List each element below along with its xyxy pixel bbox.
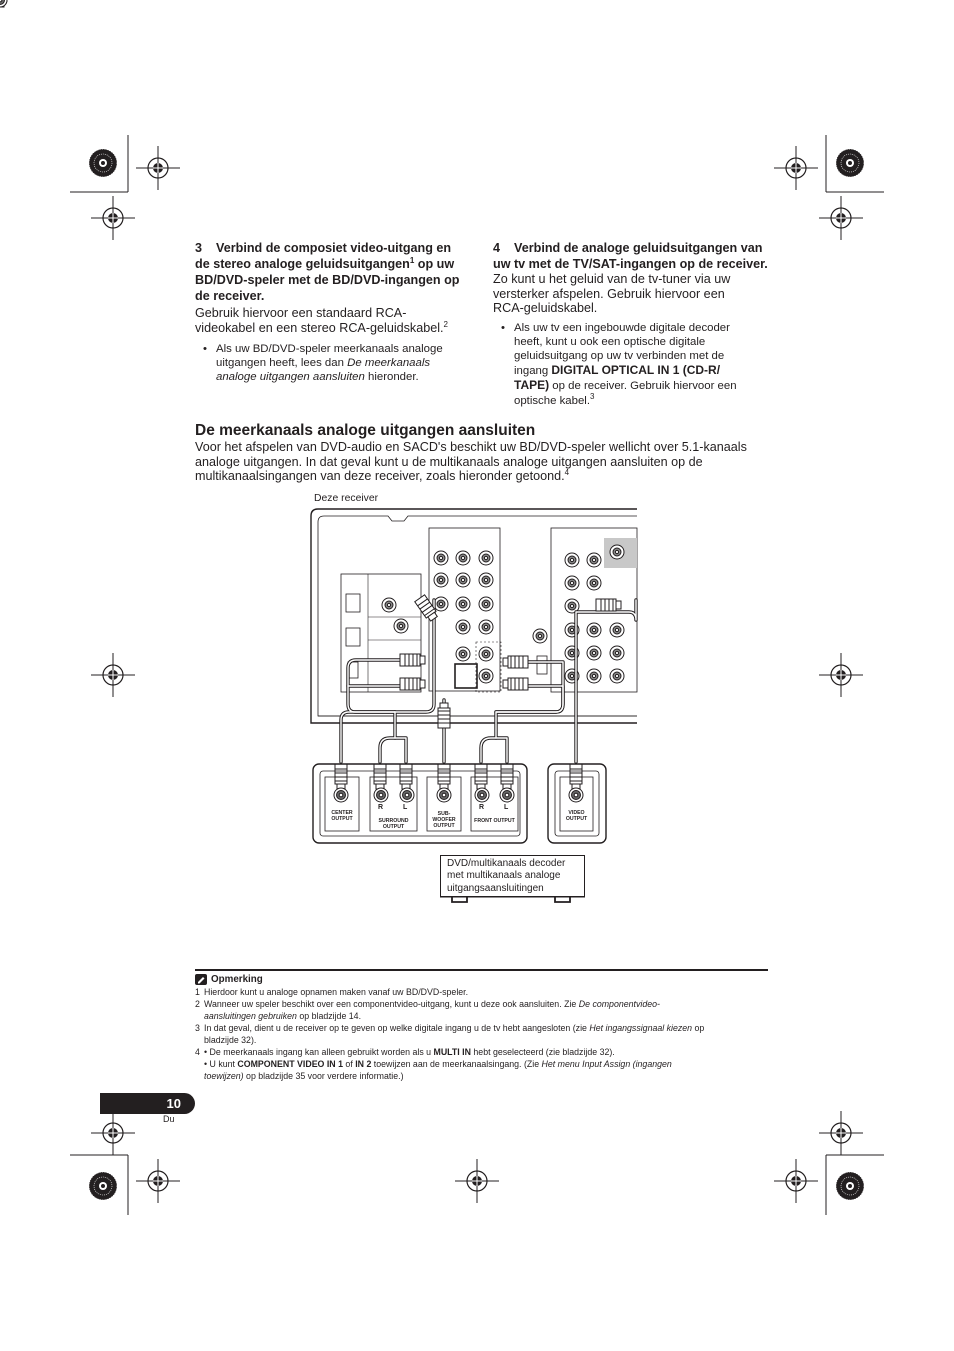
note-title: Opmerking xyxy=(211,973,263,985)
surround-l-label: L xyxy=(403,804,408,811)
decoder-jacks xyxy=(0,0,583,802)
surround-output-label: SURROUND OUTPUT xyxy=(378,818,409,830)
front-output-label: FRONT OUTPUT xyxy=(474,818,515,824)
receiver-rca-jacks xyxy=(0,0,624,683)
step-3-heading: 3 Verbind de composiet video-uitgang en de stereo analoge geluidsuitgangen$^1$ op uw BD/DVD-speler met de BD/DVD-ingangen op de receiver. xyxy=(195,241,460,303)
step-3-body: Gebruik hiervoor een standaard RCA- videokabel en een stereo RCA-geluidskabel.$^2$ xyxy=(195,306,448,335)
decoder-caption: DVD/multikanaals decoder met multikanaals analoge uitgangsaansluitingen xyxy=(440,855,585,897)
step-4-bullet: • Als uw tv een ingebouwde digitale decoder heeft, kunt u ook een optische digitale geluidsuitgang op uw tv verbinden met de ingang DIGITAL OPTICAL IN 1 (CD-R/ TAPE) op de receiver. Gebruik hiervoor een optische kabel.$^3$ xyxy=(493,321,783,408)
footnote-4: 4 • De meerkanaals ingang kan alleen gebruikt worden als u MULTI IN hebt geselecteerd (zie bladzijde 32). • U kunt COMPONENT VIDEO IN 1 of IN 2 toewijzen aan de meerkanaalsingang. (Zie Het menu Input Assign (ingangen toewijzen) op bladzijde 35 voor verdere informatie.) xyxy=(195,1047,672,1081)
note-pen-icon xyxy=(195,974,207,985)
section-intro: Voor het afspelen van DVD-audio en SACD's beschikt uw BD/DVD-speler wellicht over 5.1-kanaals analoge uitgangen. In dat geval kunt u de multikanaals analoge uitgangen aansluiten op de multikanaalsingangen van deze receiver, zoals hieronder getoond.$^4$ xyxy=(195,440,747,483)
footnote-1: 1 Hierdoor kunt u analoge opnamen maken vanaf uw BD/DVD-speler. xyxy=(195,987,469,997)
step-4-heading: 4 Verbind de analoge geluidsuitgangen van uw tv met de TV/SAT-ingangen op de receiver. xyxy=(493,241,768,271)
note-rule xyxy=(195,969,768,971)
page-language: Du xyxy=(163,1114,175,1124)
subwoofer-output-label: SUB-WOOFER OUTPUT xyxy=(432,811,456,829)
center-output-label: CENTER OUTPUT xyxy=(331,810,353,822)
video-output-label: VIDEO OUTPUT xyxy=(565,810,588,822)
receiver-rear-panel xyxy=(311,509,637,723)
front-l-label: L xyxy=(504,804,509,811)
step-4-body: Zo kunt u het geluid van de tv-tuner via uw versterker afspelen. Gebruik hiervoor een RCA-geluidskabel. xyxy=(493,272,731,315)
footnote-2: 2 Wanneer uw speler beschikt over een componentvideo-uitgang, kunt u deze ook aansluiten. Zie De componentvideo- aansluitingen gebruiken op bladzijde 14. xyxy=(195,999,660,1021)
page-number-tab: 10 xyxy=(100,1093,195,1114)
front-r-label: R xyxy=(479,804,485,811)
step-3-bullet: • Als uw BD/DVD-speler meerkanaals analoge uitgangen heeft, lees dan De meerkanaals analoge uitgangen aansluiten hieronder. xyxy=(195,342,480,385)
section-title: De meerkanaals analoge uitgangen aansluiten xyxy=(195,422,536,439)
footnote-3: 3 In dat geval, dient u de receiver op te geven op welke digitale ingang u de tv hebt aangesloten (zie Het ingangssignaal kiezen op bladzijde 32). xyxy=(195,1023,705,1045)
note-section xyxy=(195,973,770,1082)
receiver-label: Deze receiver xyxy=(314,493,379,504)
surround-r-label: R xyxy=(378,804,384,811)
